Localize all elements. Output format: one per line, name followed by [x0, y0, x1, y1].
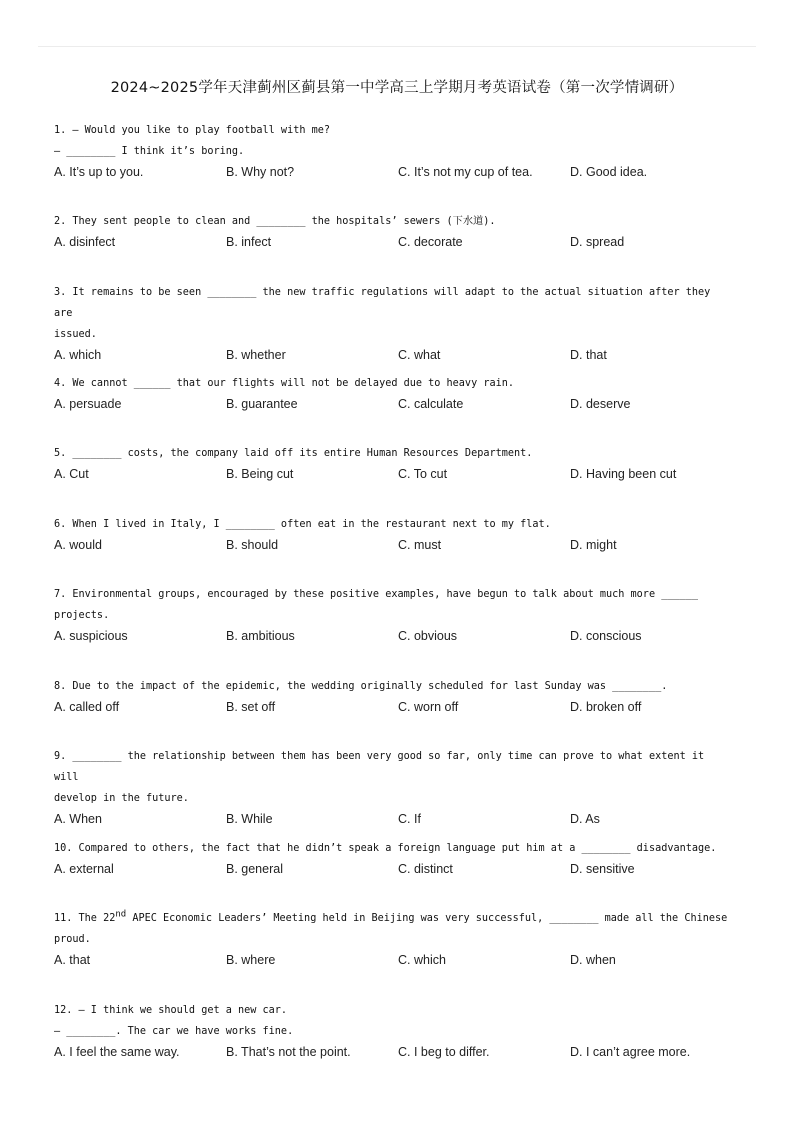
option-b[interactable]: B. ambitious: [226, 629, 295, 643]
option-c[interactable]: C. If: [398, 812, 421, 826]
question-stem: proud.: [54, 934, 91, 945]
question-10: [54, 838, 730, 880]
option-b[interactable]: B. should: [226, 538, 279, 552]
question-stem: — ________. The car we have works fine.: [54, 1026, 294, 1037]
option-d[interactable]: D. when: [570, 953, 616, 967]
question-stem: 12. — I think we should get a new car.: [54, 1005, 288, 1016]
option-c[interactable]: C. worn off: [398, 700, 459, 714]
question-stem: 2. They sent people to clean and ________ the hospitals’ sewers (下水道).: [54, 216, 496, 227]
page-title: 2024~2025学年天津蓟州区蓟县第一中学高三上学期月考英语试卷（第一次学情调研）: [110, 80, 684, 96]
question-9: [54, 746, 730, 830]
question-stem: develop in the future.: [54, 793, 189, 804]
option-d[interactable]: D. broken off: [570, 700, 642, 714]
option-c[interactable]: C. decorate: [398, 235, 463, 249]
options-row: [54, 162, 730, 183]
stem-rest: APEC Economic Leaders’ Meeting held in Beijing was very successful, ________ made all the Chinese: [126, 913, 728, 924]
question-stem: 6. When I lived in Italy, I ________ often eat in the restaurant next to my flat.: [54, 519, 551, 530]
question-stem: [54, 908, 730, 929]
question-6: [54, 514, 730, 556]
option-b[interactable]: B. That’s not the point.: [226, 1045, 351, 1059]
question-12: [54, 1000, 730, 1063]
question-stem: 10. Compared to others, the fact that he didn’t speak a foreign language put him at a ________ disadvantage.: [54, 843, 717, 854]
option-a[interactable]: A. would: [54, 538, 102, 552]
option-d[interactable]: D. I can’t agree more.: [570, 1045, 691, 1059]
option-c[interactable]: C. distinct: [398, 862, 453, 876]
option-c[interactable]: C. To cut: [398, 467, 448, 481]
options-row: [54, 626, 730, 647]
option-a[interactable]: A. It’s up to you.: [54, 165, 144, 179]
option-a[interactable]: A. persuade: [54, 397, 122, 411]
option-d[interactable]: D. might: [570, 538, 617, 552]
option-d[interactable]: D. Good idea.: [570, 165, 648, 179]
question-2: [54, 211, 730, 253]
options-row: [54, 859, 730, 880]
option-c[interactable]: C. which: [398, 953, 446, 967]
stem-start: 11. The 22: [54, 913, 116, 924]
option-b[interactable]: B. general: [226, 862, 283, 876]
option-d[interactable]: D. spread: [570, 235, 625, 249]
option-a[interactable]: A. called off: [54, 700, 120, 714]
question-8: [54, 676, 730, 718]
option-d[interactable]: D. that: [570, 348, 607, 362]
options-row: [54, 232, 730, 253]
options-row: [54, 394, 730, 415]
question-stem: issued.: [54, 329, 97, 340]
question-stem: 9. ________ the relationship between them has been very good so far, only time can prove to what extent it will: [54, 751, 705, 783]
option-a[interactable]: A. disinfect: [54, 235, 116, 249]
option-a[interactable]: A. external: [54, 862, 114, 876]
option-b[interactable]: B. where: [226, 953, 276, 967]
options-row: [54, 809, 730, 830]
option-a[interactable]: A. suspicious: [54, 629, 128, 643]
option-a[interactable]: A. which: [54, 348, 102, 362]
option-a[interactable]: A. that: [54, 953, 91, 967]
option-c[interactable]: C. must: [398, 538, 442, 552]
option-c[interactable]: C. obvious: [398, 629, 458, 643]
question-1: [54, 120, 730, 183]
option-b[interactable]: B. infect: [226, 235, 272, 249]
option-d[interactable]: D. deserve: [570, 397, 631, 411]
option-a[interactable]: A. When: [54, 812, 102, 826]
question-7: [54, 584, 730, 647]
options-row: [54, 464, 730, 485]
ordinal-suffix: nd: [115, 909, 127, 920]
option-d[interactable]: D. Having been cut: [570, 467, 677, 481]
question-stem: 3. It remains to be seen ________ the new traffic regulations will adapt to the actual situation after they are: [54, 287, 711, 319]
option-a[interactable]: A. I feel the same way.: [54, 1045, 180, 1059]
question-stem: 8. Due to the impact of the epidemic, the wedding originally scheduled for last Sunday was ________.: [54, 681, 668, 692]
question-stem: 7. Environmental groups, encouraged by these positive examples, have begun to talk about much more ______: [54, 589, 699, 600]
question-5: [54, 443, 730, 485]
option-b[interactable]: B. Why not?: [226, 165, 295, 179]
options-row: [54, 697, 730, 718]
question-stem: projects.: [54, 610, 110, 621]
options-row: [54, 535, 730, 556]
option-b[interactable]: B. While: [226, 812, 273, 826]
option-b[interactable]: B. Being cut: [226, 467, 294, 481]
question-4: [54, 373, 730, 415]
question-stem: — ________ I think it’s boring.: [54, 146, 245, 157]
option-c[interactable]: C. calculate: [398, 397, 464, 411]
option-b[interactable]: B. whether: [226, 348, 286, 362]
option-a[interactable]: A. Cut: [54, 467, 89, 481]
question-stem: 1. — Would you like to play football with me?: [54, 125, 331, 136]
question-11: [54, 908, 730, 971]
option-d[interactable]: D. As: [570, 812, 600, 826]
option-d[interactable]: D. sensitive: [570, 862, 635, 876]
option-c[interactable]: C. It’s not my cup of tea.: [398, 165, 533, 179]
option-d[interactable]: D. conscious: [570, 629, 642, 643]
options-row: [54, 950, 730, 971]
option-b[interactable]: B. guarantee: [226, 397, 298, 411]
options-row: [54, 1042, 730, 1063]
options-row: [54, 345, 730, 366]
option-b[interactable]: B. set off: [226, 700, 276, 714]
question-3: [54, 282, 730, 366]
option-c[interactable]: C. what: [398, 348, 441, 362]
option-c[interactable]: C. I beg to differ.: [398, 1045, 490, 1059]
question-stem: 5. ________ costs, the company laid off its entire Human Resources Department.: [54, 448, 533, 459]
header-rule: [38, 46, 756, 47]
question-stem: 4. We cannot ______ that our flights will not be delayed due to heavy rain.: [54, 378, 515, 389]
